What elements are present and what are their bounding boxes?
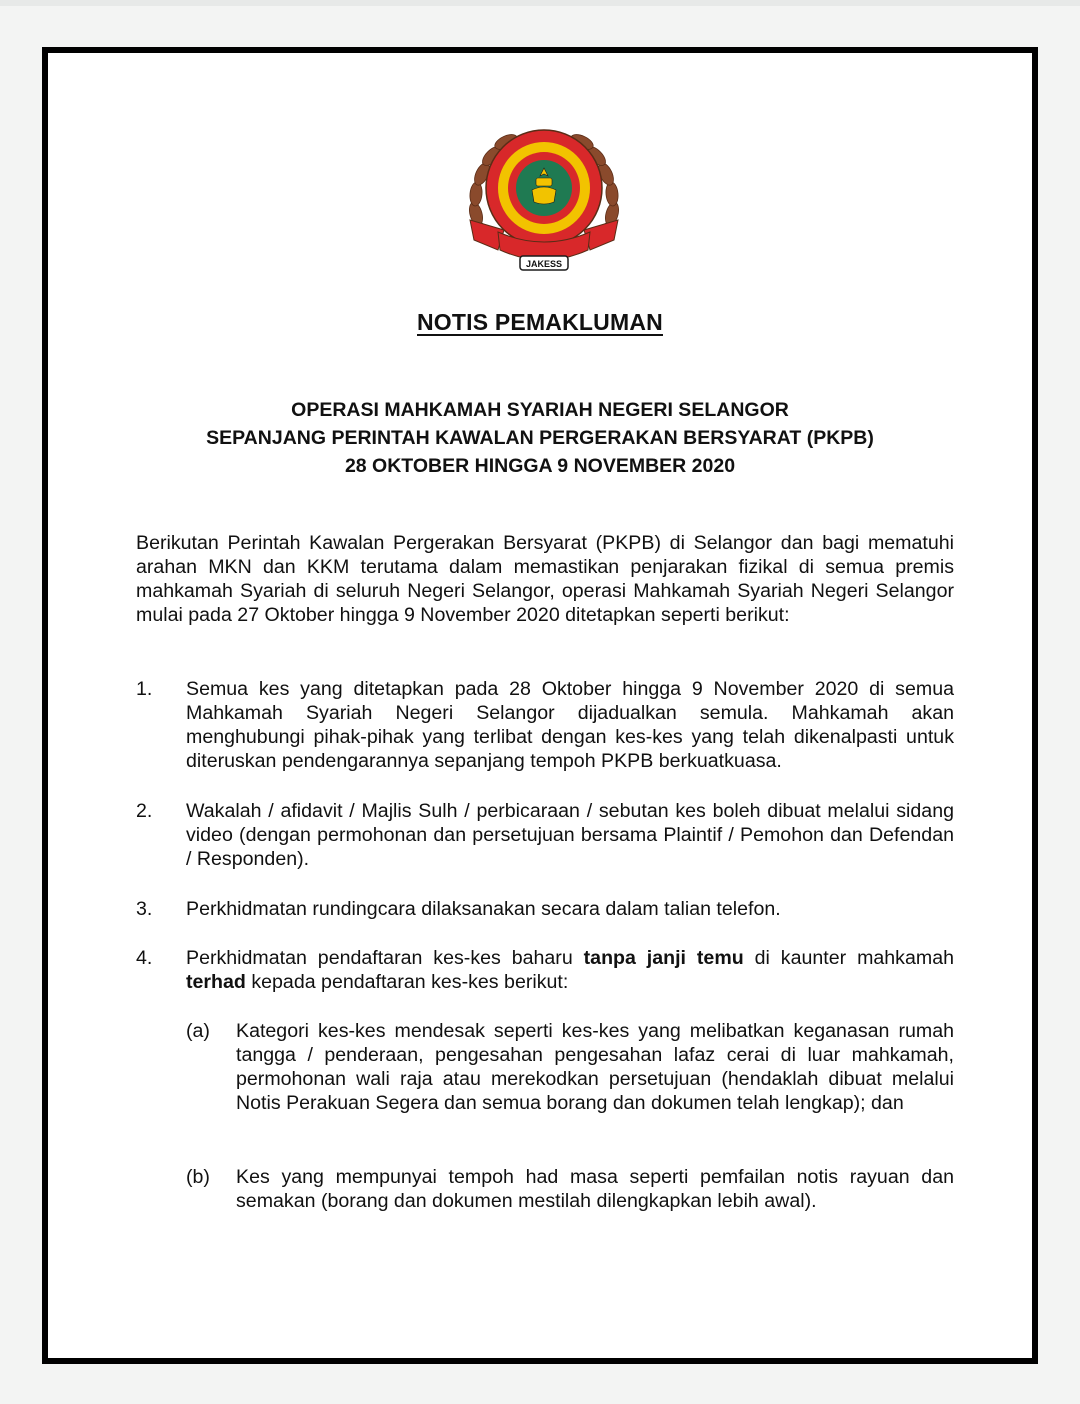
- intro-paragraph: Berikutan Perintah Kawalan Pergerakan Bersyarat (PKPB) di Selangor dan bagi mematuhi arahan MKN dan KKM terutama dalam memastikan penjarakan fizikal di semua premis mahkamah Syariah di seluruh Negeri Selangor, operasi Mahkamah Syariah Negeri Selangor mulai pada 27 Oktober hingga 9 November 2020 ditetapkan seperti berikut:: [136, 532, 954, 626]
- notice-heading: [0, 396, 1080, 480]
- item-text: Semua kes yang ditetapkan pada 28 Oktober hingga 9 November 2020 di semua Mahkamah Syariah Negeri Selangor dijadualkan semula. Mahkamah akan menghubungi pihak-pihak yang terlibat dengan kes-kes yang telah dikenalpasti untuk diteruskan pendengarannya sepanjang tempoh PKPB berkuatkuasa.: [186, 678, 954, 772]
- subitem-text: Kes yang mempunyai tempoh had masa seperti pemfailan notis rayuan dan semakan (borang dan dokumen mestilah dilengkapkan lebih awal).: [236, 1166, 954, 1212]
- item-text-part: Perkhidmatan pendaftaran kes-kes baharu: [186, 947, 584, 969]
- logo-jakess-text: JAKESS: [525, 259, 563, 269]
- subitem-label: (b): [186, 1166, 210, 1188]
- heading-line-2: SEPANJANG PERINTAH KAWALAN PERGERAKAN BERSYARAT (PKPB): [206, 427, 874, 449]
- top-strip: [0, 0, 1080, 6]
- notice-title: NOTIS PEMAKLUMAN: [417, 309, 663, 335]
- item-text-bold: terhad: [186, 971, 246, 993]
- item-text-bold: tanpa janji temu: [583, 947, 744, 969]
- item-number: 2.: [136, 800, 153, 822]
- jakess-emblem-logo: [468, 124, 620, 272]
- subitem-label: (a): [186, 1020, 210, 1042]
- heading-line-3: 28 OKTOBER HINGGA 9 NOVEMBER 2020: [344, 455, 736, 477]
- item-text: [186, 946, 954, 994]
- item-number: 4.: [136, 947, 153, 969]
- item-number: 1.: [136, 678, 153, 700]
- item-text-part: kepada pendaftaran kes-kes berikut:: [245, 971, 569, 993]
- item-text: Perkhidmatan rundingcara dilaksanakan secara dalam talian telefon.: [186, 898, 781, 920]
- item-text: Wakalah / afidavit / Majlis Sulh / perbicaraan / sebutan kes boleh dibuat melalui sidang video (dengan permohonan dan persetujuan bersama Plaintif / Pemohon dan Defendan / Responden).: [186, 800, 954, 870]
- item-text-part: di kaunter mahkamah: [743, 947, 954, 969]
- item-number: 3.: [136, 898, 153, 920]
- heading-line-1: OPERASI MAHKAMAH SYARIAH NEGERI SELANGOR: [291, 399, 789, 421]
- subitem-text: Kategori kes-kes mendesak seperti kes-kes yang melibatkan keganasan rumah tangga / penderaan, pengesahan pengesahan lafaz cerai di luar mahkamah, permohonan wali raja atau merekodkan persetujuan (hendaklah dibuat melalui Notis Perakuan Segera dan semua borang dan dokumen telah lengkap); dan: [236, 1020, 954, 1114]
